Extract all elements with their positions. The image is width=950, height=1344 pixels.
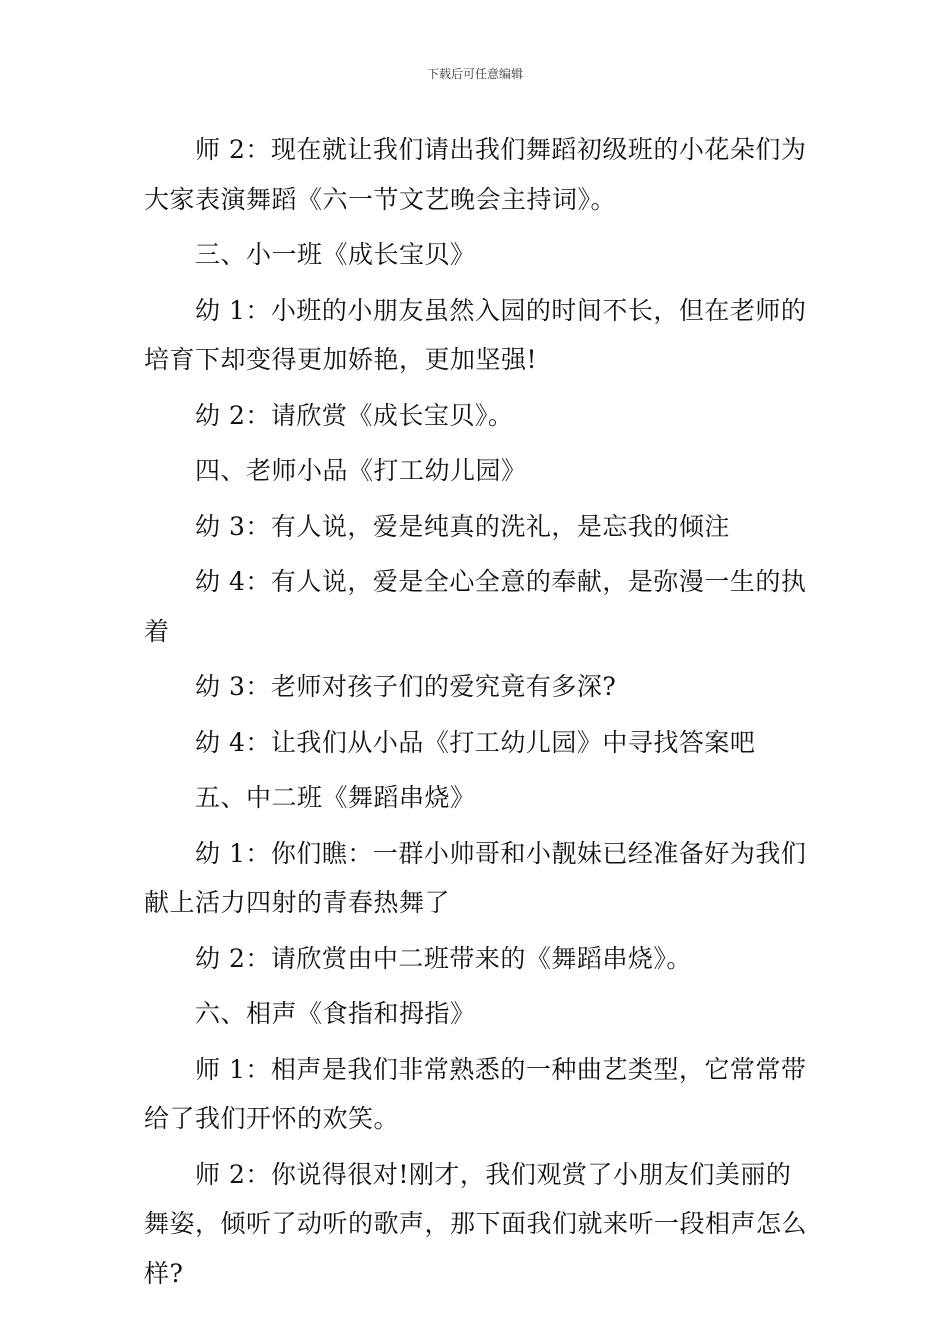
document-body: [144, 125, 808, 1304]
paragraph-teacher1-crosstalk: 师 1：相声是我们非常熟悉的一种曲艺类型，它常常带给了我们开怀的欢笑。: [144, 1054, 807, 1133]
section-heading-4: 四、老师小品《打工幼儿园》: [195, 456, 527, 485]
paragraph-teacher2-intro: 师 2：现在就让我们请出我们舞蹈初级班的小花朵们为大家表演舞蹈《六一节文艺晚会主持词》。: [144, 135, 807, 214]
section-heading-5: 五、中二班《舞蹈串烧》: [195, 783, 476, 812]
paragraph-child2-enjoy: 幼 2：请欣赏《成长宝贝》。: [195, 400, 514, 430]
paragraph-child4-answer: 幼 4：让我们从小品《打工幼儿园》中寻找答案吧: [195, 727, 756, 757]
page-header-note: 下载后可任意编辑: [426, 67, 523, 81]
paragraph-child1-dance: 幼 1：你们瞧：一群小帅哥和小靓妹已经准备好为我们献上活力四射的青春热舞了: [144, 838, 807, 917]
paragraph-child3-love: 幼 3：有人说，爱是纯真的洗礼，是忘我的倾注: [195, 511, 730, 541]
section-heading-6: 六、相声《食指和拇指》: [195, 999, 476, 1028]
paragraph-child3-question: 幼 3：老师对孩子们的爱究竟有多深?: [195, 672, 617, 701]
paragraph-child2-dance: 幼 2：请欣赏由中二班带来的《舞蹈串烧》。: [195, 943, 692, 973]
section-heading-3: 三、小一班《成长宝贝》: [195, 240, 476, 269]
paragraph-child1-growth: 幼 1：小班的小朋友虽然入园的时间不长，但在老师的培育下却变得更加娇艳，更加坚强!: [144, 295, 807, 374]
paragraph-teacher2-crosstalk: 师 2：你说得很对!刚才，我们观赏了小朋友们美丽的舞姿，倾听了动听的歌声，那下面我们就来听一段相声怎么样?: [144, 1159, 808, 1288]
paragraph-child4-love: 幼 4：有人说，爱是全心全意的奉献，是弥漫一生的执着: [144, 567, 807, 646]
